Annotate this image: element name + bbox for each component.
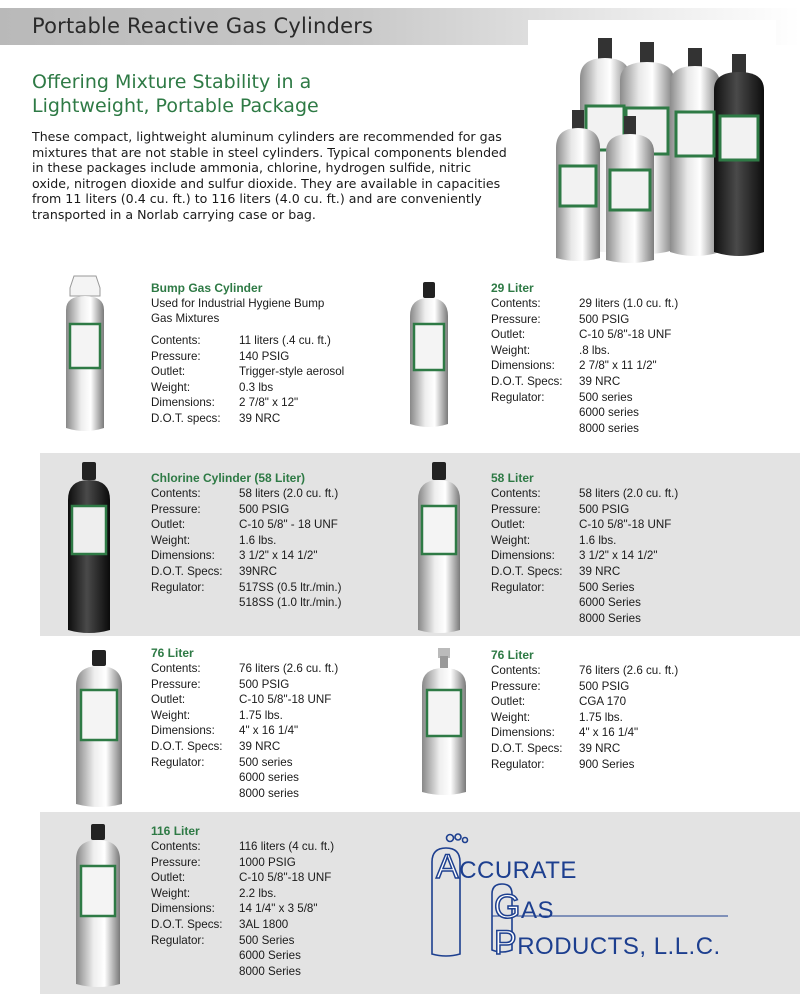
- spec-label: D.O.T. Specs:: [151, 739, 223, 753]
- spec-row-outlet: [151, 517, 411, 533]
- spec-label: Pressure:: [151, 855, 201, 869]
- product-title: Bump Gas Cylinder: [151, 281, 263, 295]
- spec-value: 900 Series: [579, 757, 635, 771]
- spec-row-pressure: [151, 502, 411, 518]
- spec-label: Weight:: [491, 533, 531, 547]
- spec-row-pressure: [151, 677, 391, 693]
- spec-row-contents: [491, 296, 731, 312]
- spec-value: 39 NRC: [579, 374, 621, 388]
- spec-value: 1.75 lbs.: [579, 710, 623, 724]
- spec-row-contents: [151, 486, 411, 502]
- spec-value: 6000 Series: [239, 949, 301, 963]
- spec-row-outlet: [151, 364, 391, 380]
- spec-value: 500 PSIG: [579, 679, 630, 693]
- spec-label: Outlet:: [151, 693, 186, 707]
- spec-value: 4" x 16 1/4": [239, 724, 299, 738]
- spec-value: 14 1/4" x 3 5/8": [239, 902, 318, 916]
- spec-row-dimensions: [151, 395, 391, 411]
- spec-label: Dimensions:: [491, 549, 555, 563]
- product-29-liter: [491, 281, 731, 436]
- product-title: 116 Liter: [151, 824, 200, 838]
- spec-label: Pressure:: [151, 502, 201, 516]
- spec-row-weight: [491, 710, 731, 726]
- spec-label: Pressure:: [491, 502, 541, 516]
- spec-row-dimensions: [491, 358, 731, 374]
- spec-label: Pressure:: [151, 677, 201, 691]
- spec-value: C-10 5/8"-18 UNF: [239, 693, 332, 707]
- spec-value: 500 PSIG: [239, 677, 290, 691]
- spec-row-dimensions: [491, 725, 731, 741]
- spec-row-regulator: [491, 390, 731, 437]
- spec-row-weight: [491, 343, 731, 359]
- spec-row-dot-specs: [151, 739, 391, 755]
- spec-value: 2.2 lbs.: [239, 886, 277, 900]
- product-title: Chlorine Cylinder (58 Liter): [151, 471, 306, 485]
- spec-value: C-10 5/8"-18 UNF: [239, 871, 332, 885]
- spec-row-outlet: [491, 694, 731, 710]
- spec-row-weight: [151, 708, 391, 724]
- spec-value: 6000 Series: [579, 596, 641, 610]
- spec-value: 140 PSIG: [239, 349, 290, 363]
- spec-row-contents: [151, 839, 391, 855]
- spec-label: Regulator:: [151, 580, 205, 594]
- spec-row-regulator: [151, 580, 411, 611]
- 116-liter-cylinder-image: [70, 822, 126, 990]
- spec-row-pressure: [491, 312, 731, 328]
- spec-value: 76 liters (2.6 cu. ft.): [579, 664, 679, 677]
- product-116-liter: [151, 824, 391, 979]
- spec-value: 1.6 lbs.: [239, 533, 277, 547]
- spec-label: D.O.T. Specs:: [491, 564, 563, 578]
- spec-row-outlet: [151, 692, 391, 708]
- product-58-liter: [491, 471, 731, 626]
- product-chlorine-cylinder: [151, 471, 411, 611]
- logo-text: CCURATE: [459, 857, 577, 884]
- spec-row-dot-specs: [491, 374, 731, 390]
- spec-value: 1.75 lbs.: [239, 708, 283, 722]
- spec-row-outlet: [491, 327, 731, 343]
- spec-value: 2 7/8" x 12": [239, 396, 299, 410]
- spec-row-dot-specs: [151, 564, 411, 580]
- spec-label: Regulator:: [491, 580, 545, 594]
- spec-value: 6000 series: [239, 771, 299, 785]
- chlorine-cylinder-image: [62, 460, 116, 635]
- spec-label: Regulator:: [151, 755, 205, 769]
- spec-label: Weight:: [491, 710, 531, 724]
- spec-label: Contents:: [151, 840, 201, 853]
- spec-label: D.O.T. Specs:: [151, 564, 223, 578]
- spec-value: 58 liters (2.0 cu. ft.): [579, 487, 679, 500]
- logo-cap: P: [494, 924, 518, 962]
- spec-row-pressure: [151, 349, 391, 365]
- spec-row-dot-specs: [151, 917, 391, 933]
- spec-row-dimensions: [151, 901, 391, 917]
- spec-row-pressure: [491, 679, 731, 695]
- spec-label: Dimensions:: [491, 359, 555, 373]
- logo-text: AS: [520, 897, 554, 924]
- 58-liter-cylinder-image: [412, 460, 466, 635]
- spec-row-regulator: [491, 757, 731, 773]
- spec-value: 500 PSIG: [579, 502, 630, 516]
- spec-value: C-10 5/8"-18 UNF: [579, 328, 672, 342]
- spec-value: 8000 series: [579, 421, 639, 435]
- spec-label: D.O.T. Specs:: [491, 741, 563, 755]
- product-76-liter-c10: [151, 646, 391, 801]
- logo-cap: A: [436, 848, 460, 886]
- spec-label: D.O.T. Specs:: [491, 374, 563, 388]
- spec-label: Dimensions:: [151, 902, 215, 916]
- spec-value: 500 Series: [239, 933, 295, 947]
- spec-label: Regulator:: [491, 757, 545, 771]
- spec-label: Contents:: [491, 664, 541, 677]
- spec-label: Weight:: [151, 708, 191, 722]
- product-title: 76 Liter: [151, 646, 194, 660]
- logo-line-products: [494, 924, 721, 963]
- spec-value: 517SS (0.5 ltr./min.): [239, 580, 342, 594]
- spec-row-regulator: [491, 580, 731, 627]
- spec-value: 500 series: [239, 755, 293, 769]
- spec-label: Contents:: [151, 662, 201, 675]
- logo-line-accurate: [436, 848, 577, 887]
- spec-label: Outlet:: [151, 871, 186, 885]
- bump-gas-cylinder-image: [60, 274, 110, 434]
- spec-label: Outlet:: [491, 328, 526, 342]
- spec-value: 518SS (1.0 ltr./min.): [239, 596, 342, 610]
- logo-cap: G: [494, 888, 521, 926]
- spec-value: 3AL 1800: [239, 917, 289, 931]
- spec-value: C-10 5/8" - 18 UNF: [239, 518, 338, 532]
- spec-row-dot-specs: [491, 564, 731, 580]
- spec-value: 500 Series: [579, 580, 635, 594]
- spec-label: Weight:: [491, 343, 531, 357]
- spec-value: 2 7/8" x 11 1/2": [579, 359, 657, 373]
- product-subtitle: Gas Mixtures: [151, 312, 220, 325]
- spec-row-contents: [491, 663, 731, 679]
- spec-label: Regulator:: [151, 933, 205, 947]
- spec-value: C-10 5/8"-18 UNF: [579, 518, 672, 532]
- spec-value: 0.3 lbs: [239, 380, 274, 394]
- spec-label: Outlet:: [151, 518, 186, 532]
- spec-value: CGA 170: [579, 695, 627, 709]
- spec-value: 58 liters (2.0 cu. ft.): [239, 487, 339, 500]
- spec-label: Outlet:: [491, 518, 526, 532]
- spec-row-weight: [151, 886, 391, 902]
- spec-value: 29 liters (1.0 cu. ft.): [579, 297, 679, 310]
- spec-value: 39 NRC: [579, 564, 621, 578]
- logo-text: RODUCTS, L.L.C.: [517, 933, 721, 960]
- 76-liter-cga-cylinder-image: [416, 646, 472, 798]
- product-title: 29 Liter: [491, 281, 534, 295]
- spec-label: Weight:: [151, 886, 191, 900]
- spec-row-weight: [151, 380, 391, 396]
- spec-row-contents: [151, 333, 391, 349]
- spec-row-dot-specs: [491, 741, 731, 757]
- logo-line-gas: [494, 888, 554, 927]
- spec-label: Regulator:: [491, 390, 545, 404]
- spec-label: Dimensions:: [151, 396, 215, 410]
- spec-value: 1.6 lbs.: [579, 533, 617, 547]
- spec-value: Trigger-style aerosol: [239, 365, 345, 379]
- spec-row-dimensions: [151, 723, 391, 739]
- spec-label: D.O.T. specs:: [151, 411, 221, 425]
- spec-row-dimensions: [151, 548, 411, 564]
- product-subtitle: Used for Industrial Hygiene Bump: [151, 297, 325, 310]
- spec-row-contents: [491, 486, 731, 502]
- spec-label: Dimensions:: [151, 724, 215, 738]
- intro-headline: [32, 70, 362, 118]
- page-title: Portable Reactive Gas Cylinders: [32, 14, 374, 38]
- cylinder-group-photo: [528, 20, 776, 268]
- product-title: 58 Liter: [491, 471, 534, 485]
- spec-row-outlet: [491, 517, 731, 533]
- accurate-gas-products-logo: [428, 830, 728, 960]
- spec-value: 39 NRC: [239, 739, 281, 753]
- spec-label: Contents:: [151, 487, 201, 500]
- spec-label: Pressure:: [491, 312, 541, 326]
- spec-row-pressure: [151, 855, 391, 871]
- spec-value: 8000 Series: [239, 964, 301, 978]
- spec-row-regulator: [151, 755, 391, 802]
- spec-label: Dimensions:: [151, 549, 215, 563]
- spec-value: 1000 PSIG: [239, 855, 296, 869]
- spec-label: Outlet:: [491, 695, 526, 709]
- spec-row-dimensions: [491, 548, 731, 564]
- spec-label: Weight:: [151, 380, 191, 394]
- spec-value: 3 1/2" x 14 1/2": [239, 549, 318, 563]
- spec-label: Contents:: [491, 487, 541, 500]
- spec-label: Outlet:: [151, 365, 186, 379]
- spec-value: 500 PSIG: [239, 502, 290, 516]
- spec-value: .8 lbs.: [579, 343, 610, 357]
- 76-liter-c10-cylinder-image: [70, 648, 128, 810]
- intro-headline-line1: Offering Mixture Stability in a: [32, 71, 312, 93]
- spec-row-contents: [151, 661, 391, 677]
- spec-value: 3 1/2" x 14 1/2": [579, 549, 658, 563]
- spec-label: Dimensions:: [491, 726, 555, 740]
- product-title: 76 Liter: [491, 648, 534, 662]
- spec-value: 39NRC: [239, 564, 278, 578]
- product-bump-gas-cylinder: [151, 281, 391, 427]
- spec-value: 500 series: [579, 390, 633, 404]
- spec-row-regulator: [151, 933, 391, 980]
- spec-value: 4" x 16 1/4": [579, 726, 639, 740]
- spec-label: D.O.T. Specs:: [151, 917, 223, 931]
- product-76-liter-cga: [491, 648, 731, 772]
- spec-value: 39 NRC: [239, 411, 281, 425]
- spec-value: 39 NRC: [579, 741, 621, 755]
- spec-value: 500 PSIG: [579, 312, 630, 326]
- spec-value: 76 liters (2.6 cu. ft.): [239, 662, 339, 675]
- intro-paragraph: These compact, lightweight aluminum cylinders are recommended for gas mixtures that are not stable in steel cylinders. Typical components blended in these packages include ammonia, chlorine, hydrogen sulfide, nitric oxide, nitrogen dioxide and sulfur dioxide. They are available in capacities from 11 liters (0.4 cu. ft.) to 116 liters (4.0 cu. ft.) and are conveniently transported in a Norlab carrying case or bag.: [32, 129, 507, 222]
- spec-row-dot-specs: [151, 411, 391, 427]
- spec-row-weight: [491, 533, 731, 549]
- 29-liter-cylinder-image: [404, 280, 454, 430]
- spec-label: Pressure:: [491, 679, 541, 693]
- spec-row-pressure: [491, 502, 731, 518]
- spec-value: 8000 Series: [579, 611, 641, 625]
- spec-row-outlet: [151, 870, 391, 886]
- spec-label: Contents:: [151, 334, 201, 347]
- spec-row-weight: [151, 533, 411, 549]
- spec-value: 8000 series: [239, 786, 299, 800]
- spec-label: Contents:: [491, 297, 541, 310]
- spec-label: Pressure:: [151, 349, 201, 363]
- spec-label: Weight:: [151, 533, 191, 547]
- spec-value: 11 liters (.4 cu. ft.): [239, 334, 331, 347]
- spec-value: 116 liters (4 cu. ft.): [239, 840, 335, 853]
- spec-value: 6000 series: [579, 406, 639, 420]
- intro-headline-line2: Lightweight, Portable Package: [32, 95, 319, 117]
